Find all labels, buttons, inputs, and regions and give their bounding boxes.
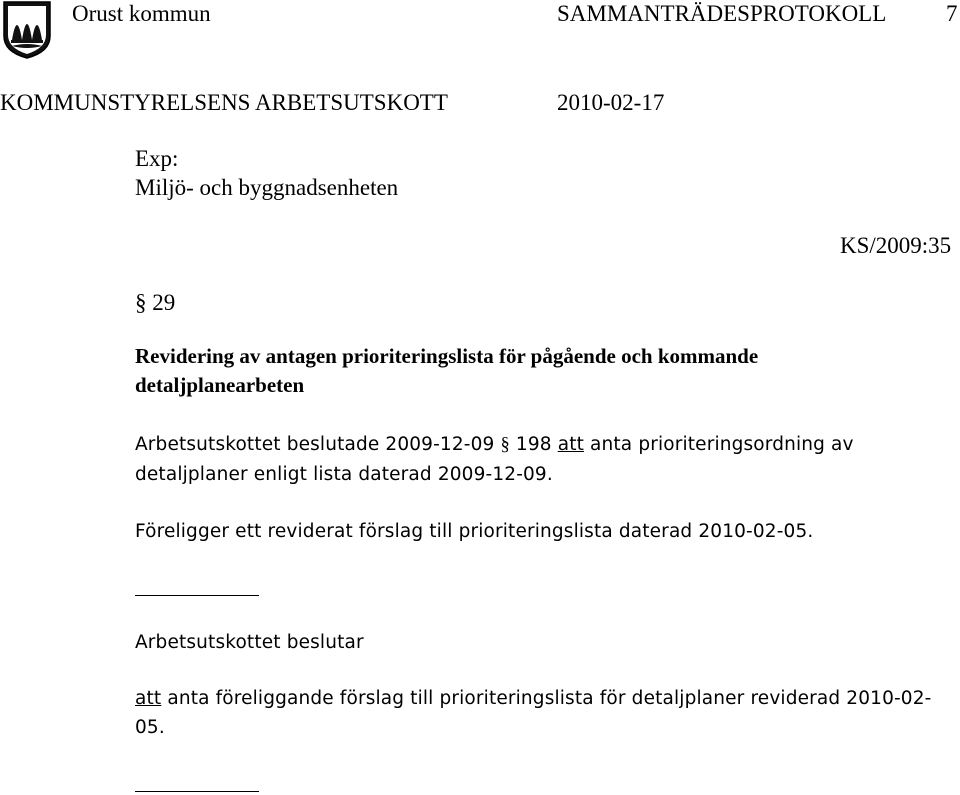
section-symbol: §	[135, 290, 147, 315]
document-type: SAMMANTRÄDESPROTOKOLL	[557, 1, 887, 26]
section-heading: Revidering av antagen prioriteringslista för pågående och kommande detaljplanearbeten	[135, 344, 759, 397]
case-number: KS/2009:35	[840, 233, 952, 258]
section-number-value: 29	[152, 290, 176, 315]
decision-att: att	[135, 688, 162, 709]
para-1-att: att	[557, 434, 584, 455]
decision-heading: Arbetsutskottet beslutar	[135, 632, 364, 653]
para-1-section-symbol: §	[500, 435, 510, 455]
para-1-part-c: anta prioriteringsordning av detaljplaner enligt lista daterad 2009-12-09.	[135, 434, 854, 485]
paragraph-background	[135, 430, 935, 489]
meeting-date: 2010-02-17	[557, 90, 665, 115]
decision-body: anta föreliggande förslag till prioriteringslista för detaljplaner reviderad 2010-02-05.	[135, 688, 932, 738]
decision-text	[135, 684, 935, 742]
municipality-name: Orust kommun	[72, 1, 211, 26]
municipal-coat-of-arms-icon	[2, 0, 52, 60]
paragraph-proposal: Föreligger ett reviderat förslag till prioriteringslista daterad 2010-02-05.	[135, 521, 814, 542]
para-1-part-b: 198	[509, 434, 558, 455]
para-1-part-a: Arbetsutskottet beslutade 2009-12-09	[135, 434, 501, 455]
separator-rule-bottom	[135, 791, 259, 792]
section-number	[135, 290, 175, 316]
dispatch-label: Exp:	[135, 146, 179, 171]
dispatch-recipient: Miljö- och byggnadsenheten	[135, 175, 399, 200]
page-number: 7	[946, 1, 958, 26]
separator-rule-top	[135, 595, 259, 596]
committee-name: KOMMUNSTYRELSENS ARBETSUTSKOTT	[0, 90, 448, 115]
